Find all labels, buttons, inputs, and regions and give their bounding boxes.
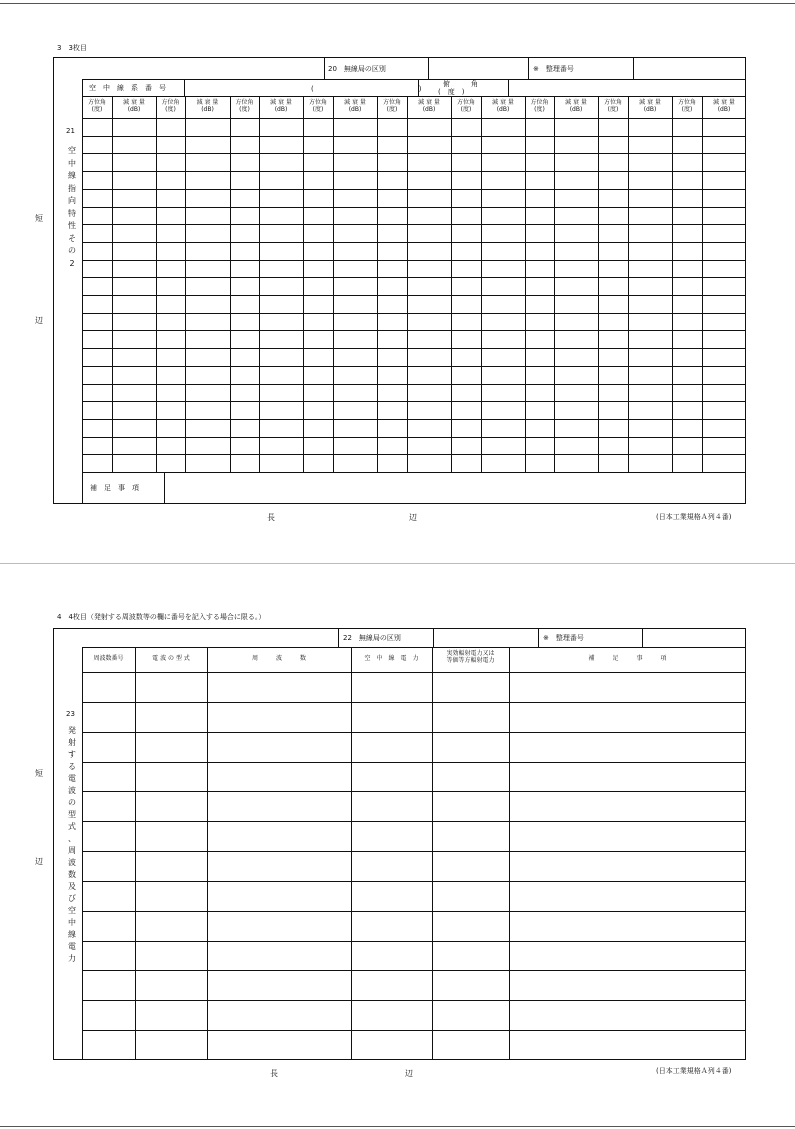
page2-side-short-1: 短 (35, 769, 43, 778)
page1-station-class-label: 20 無線局の区別 (328, 65, 386, 73)
azimuth-header: 方位角 (度) (235, 99, 254, 113)
azimuth-header: 方位角 (度) (161, 99, 180, 113)
bottom-rule (0, 1126, 795, 1127)
page1-form (53, 57, 746, 504)
attenuation-header: 減 衰 量 (dB) (196, 99, 219, 113)
page1-bottom-long-2: 辺 (409, 513, 417, 522)
attenuation-header: 減 衰 量 (dB) (270, 99, 292, 113)
azimuth-header: 方位角 (度) (677, 99, 696, 113)
page2-station-class-label: 22 無線局の区別 (343, 634, 401, 642)
page1-section-label: 3 3枚目 (57, 44, 87, 52)
page2-side-short-2: 辺 (35, 857, 43, 866)
attenuation-header: 減 衰 量 (dB) (418, 99, 440, 113)
page2-ref-no-label: ※ 整理番号 (543, 634, 584, 642)
column-header: 電 波 の 型 式 (152, 655, 190, 662)
page1-ref-no-label: ※ 整理番号 (533, 65, 574, 73)
page1-side-short-2: 辺 (35, 316, 43, 325)
attenuation-header: 減 衰 量 (dB) (639, 99, 661, 113)
attenuation-header: 減 衰 量 (dB) (565, 99, 587, 113)
azimuth-header: 方位角 (度) (603, 99, 622, 113)
page2-item-no: 23 (66, 710, 75, 718)
azimuth-header: 方位角 (度) (530, 99, 549, 113)
azimuth-header: 方位角 (度) (382, 99, 401, 113)
attenuation-header: 減 衰 量 (dB) (492, 99, 514, 113)
page2-form (53, 628, 746, 1060)
page1-paren-blank: ( ) (311, 85, 422, 93)
page1-item-no: 21 (66, 127, 75, 135)
page1-side-short-1: 短 (35, 214, 43, 223)
attenuation-header: 減 衰 量 (dB) (344, 99, 366, 113)
page1-bottom-long-1: 長 (267, 513, 275, 522)
middle-rule (0, 563, 795, 564)
page2-jis-note: (日本工業規格Ａ列４番) (656, 1067, 732, 1075)
column-header: 周波数番号 (93, 655, 124, 662)
page1-notes-label: 補 足 事 項 (90, 484, 139, 492)
page2-item-vertical: 発 射 す る 電 波 の 型 式 、 周 波 数 及 び 空 中 線 電 力 (68, 726, 76, 963)
azimuth-header: 方位角 (度) (308, 99, 327, 113)
column-header: 実効輻射電力又は 等価等方輻射電力 (446, 650, 495, 664)
page1-elev-label-2: ( 度 ) (438, 88, 465, 96)
azimuth-header: 方位角 (度) (456, 99, 475, 113)
column-header: 補 足 事 項 (588, 655, 667, 662)
attenuation-header: 減 衰 量 (dB) (713, 99, 735, 113)
page2-section-label: 4 4枚目（発射する周波数等の欄に番号を記入する場合に限る。） (57, 613, 266, 621)
column-header: 空 中 線 電 力 (364, 655, 419, 662)
top-rule (0, 3, 795, 4)
column-header: 周 波 数 (251, 655, 306, 662)
page1-jis-note: (日本工業規格Ａ列４番) (656, 513, 732, 521)
page2-bottom-long-2: 辺 (405, 1069, 413, 1078)
page1-antenna-id-label: 空 中 線 系 番 号 (89, 84, 166, 92)
azimuth-header: 方位角 (度) (87, 99, 106, 113)
page1-elev-label-1: 俯 角 (443, 80, 478, 88)
page1-item-vertical: 空 中 線 指 向 特 性 そ の 2 (68, 146, 76, 268)
page2-bottom-long-1: 長 (270, 1069, 278, 1078)
page2-data-grid (82, 647, 746, 1060)
attenuation-header: 減 衰 量 (dB) (123, 99, 145, 113)
page1-data-grid (82, 96, 746, 472)
